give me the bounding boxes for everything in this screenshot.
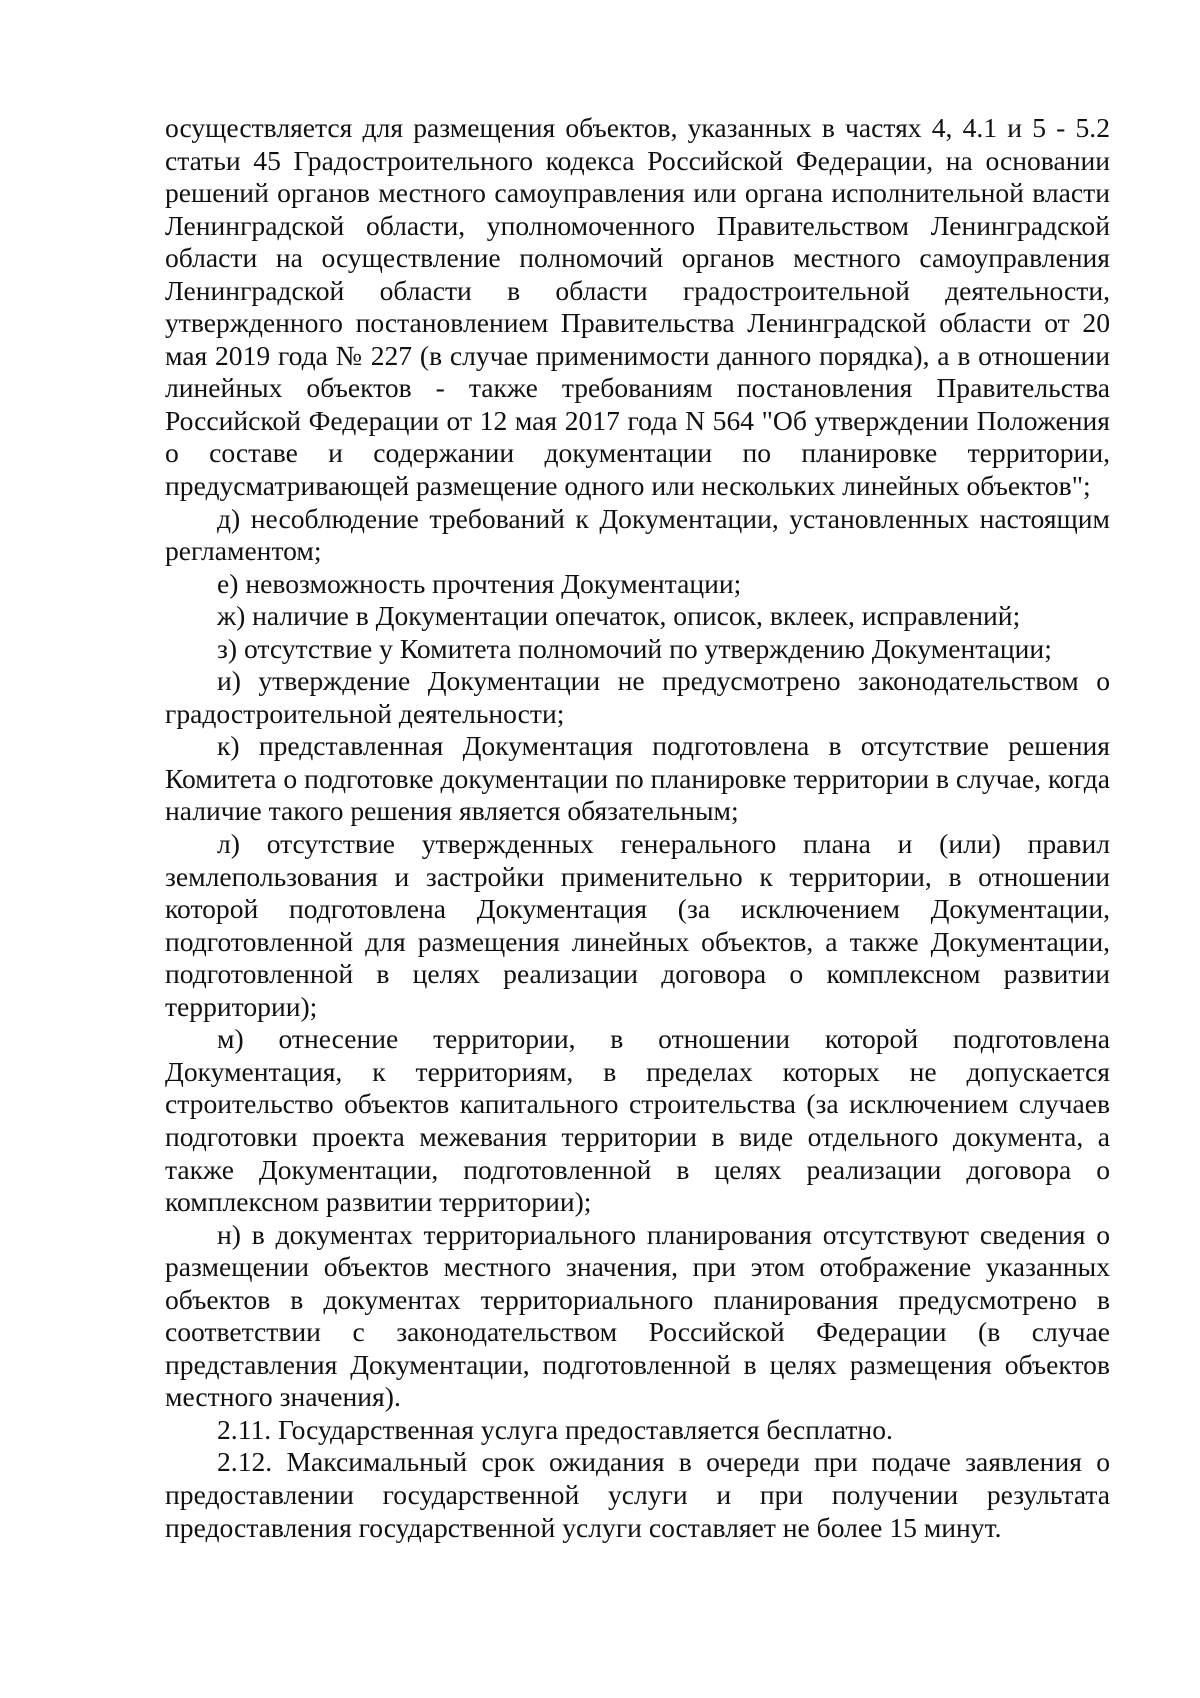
paragraph-2-12: 2.12. Максимальный срок ожидания в очереди при подаче заявления о предоставлении государственной услуги и при получении результата предоставления государственной услуги составляет не более 15 минут.: [165, 1446, 1110, 1543]
paragraph-item-e: е) невозможность прочтения Документации;: [217, 567, 742, 599]
paragraph-item-l: л) отсутствие утвержденных генерального плана и (или) правил землепользования и застройки применительно к территории, в отношении которой подготовлена Документация (за исключением Документации, подготовленной для размещения линейных объектов, а также Документации, подготовленной в целях реализации договора о комплексном развитии территории);: [165, 828, 1110, 1022]
paragraph-continuation: осуществляется для размещения объектов, указанных в частях 4, 4.1 и 5 - 5.2 статьи 45 Градостроительного кодекса Российской Федерации, на основании решений органов местного самоуправления или органа исполнительной власти Ленинградской области, уполномоченного Правительством Ленинградской области на осуществление полномочий органов местного самоуправления Ленинградской области в области градостроительной деятельности, утвержденного постановлением Правительства Ленинградской области от 20 мая 2019 года № 227 (в случае применимости данного порядка), а в отношении линейных объектов - также требованиям постановления Правительства Российской Федерации от 12 мая 2017 года N 564 "Об утверждении Положения о составе и содержании документации по планировке территории, предусматривающей размещение одного или нескольких линейных объектов";: [165, 112, 1110, 502]
paragraph-item-zh: ж) наличие в Документации опечаток, описок, вклеек, исправлений;: [217, 600, 1021, 632]
paragraph-item-k: к) представленная Документация подготовлена в отсутствие решения Комитета о подготовке документации по планировке территории в случае, когда наличие такого решения является обязательным;: [165, 730, 1110, 827]
paragraph-2-11: 2.11. Государственная услуга предоставляется бесплатно.: [217, 1413, 893, 1445]
document-page: [165, 112, 1110, 1544]
paragraph-item-z: з) отсутствие у Комитета полномочий по утверждению Документации;: [217, 632, 1052, 664]
paragraph-item-m: м) отнесение территории, в отношении которой подготовлена Документация, к территориям, в пределах которых не допускается строительство объектов капитального строительства (за исключением случаев подготовки проекта межевания территории в виде отдельного документа, а также Документации, подготовленной в целях реализации договора о комплексном развитии территории);: [165, 1023, 1110, 1218]
paragraph-item-i: и) утверждение Документации не предусмотрено законодательством о градостроительной деятельности;: [165, 665, 1110, 729]
paragraph-item-n: н) в документах территориального планирования отсутствуют сведения о размещении объектов местного значения, при этом отображение указанных объектов в документах территориального планирования предусмотрено в соответствии с законодательством Российской Федерации (в случае представления Документации, подготовленной в целях размещения объектов местного значения).: [165, 1218, 1110, 1413]
paragraph-item-d: д) несоблюдение требований к Документации, установленных настоящим регламентом;: [165, 502, 1110, 567]
